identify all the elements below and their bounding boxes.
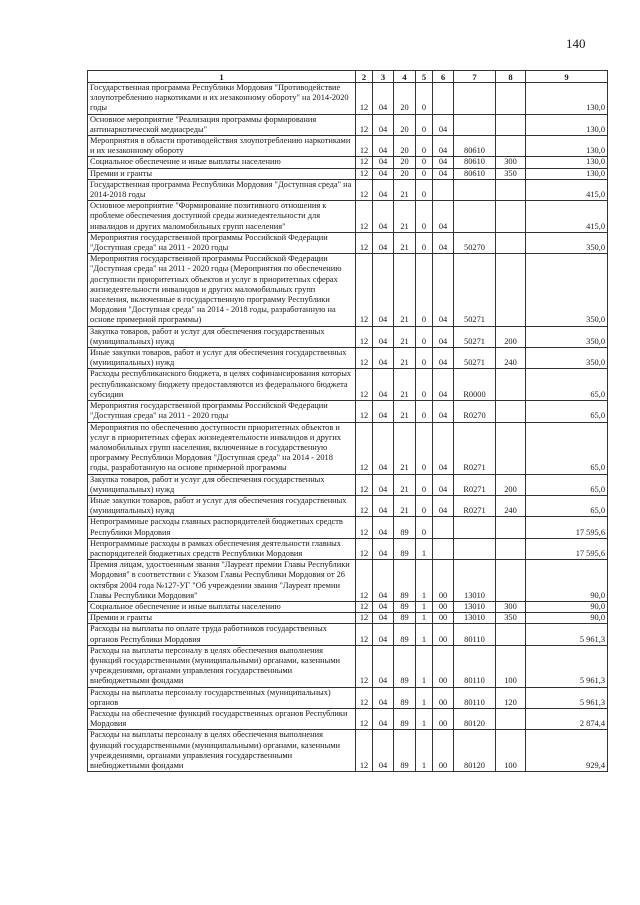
row-code-cell: 04 xyxy=(433,495,454,516)
row-code-cell: 0 xyxy=(416,179,433,200)
row-code-cell: 04 xyxy=(433,401,454,422)
row-code-cell: 04 xyxy=(373,179,394,200)
row-code-cell: 0 xyxy=(416,517,433,538)
row-name-cell: Закупка товаров, работ и услуг для обеспечения государственных (муниципальных) нужд xyxy=(88,474,356,495)
row-code-cell: 00 xyxy=(433,560,454,602)
row-code-cell: 12 xyxy=(356,401,373,422)
table-row xyxy=(88,708,608,729)
table-row xyxy=(88,645,608,687)
row-code-cell: 21 xyxy=(394,232,416,253)
row-code-cell xyxy=(433,538,454,559)
row-name-cell: Расходы на выплаты персоналу в целях обеспечения выполнения функций государственными (муниципальными) органами, казенными учреждениями, органами управления государственными внебюджетными фондами xyxy=(88,645,356,687)
row-code-cell: 50271 xyxy=(454,348,496,369)
row-code-cell: 240 xyxy=(496,495,526,516)
row-code-cell: 1 xyxy=(416,601,433,612)
row-code-cell xyxy=(496,254,526,326)
row-code-cell: 04 xyxy=(373,254,394,326)
row-code-cell: 0 xyxy=(416,326,433,347)
row-sum-cell: 5 961,3 xyxy=(526,624,608,645)
row-code-cell: 12 xyxy=(356,136,373,157)
row-code-cell xyxy=(496,401,526,422)
row-code-cell: 300 xyxy=(496,601,526,612)
row-code-cell: 04 xyxy=(373,369,394,401)
row-code-cell: 80610 xyxy=(454,157,496,168)
table-row xyxy=(88,254,608,326)
row-name-cell: Премии и гранты xyxy=(88,168,356,179)
row-code-cell: 12 xyxy=(356,560,373,602)
row-code-cell: 12 xyxy=(356,369,373,401)
row-sum-cell: 130,0 xyxy=(526,136,608,157)
row-code-cell: 12 xyxy=(356,495,373,516)
row-code-cell xyxy=(496,179,526,200)
row-code-cell: 21 xyxy=(394,179,416,200)
row-code-cell: 89 xyxy=(394,601,416,612)
header-cell: 8 xyxy=(496,71,526,83)
row-code-cell: 21 xyxy=(394,348,416,369)
row-code-cell: 80110 xyxy=(454,624,496,645)
row-sum-cell: 350,0 xyxy=(526,348,608,369)
row-sum-cell: 5 961,3 xyxy=(526,687,608,708)
row-code-cell: 04 xyxy=(373,114,394,135)
row-code-cell: 0 xyxy=(416,495,433,516)
row-code-cell: 04 xyxy=(433,168,454,179)
row-code-cell: 04 xyxy=(373,687,394,708)
row-name-cell: Иные закупки товаров, работ и услуг для обеспечения государственных (муниципальных) нужд xyxy=(88,348,356,369)
row-code-cell: 300 xyxy=(496,157,526,168)
row-code-cell: 04 xyxy=(433,254,454,326)
row-code-cell: 120 xyxy=(496,687,526,708)
row-code-cell: 1 xyxy=(416,645,433,687)
row-code-cell: 00 xyxy=(433,645,454,687)
row-name-cell: Премия лицам, удостоенным звания "Лауреат премии Главы Республики Мордовия" в соответствии с Указом Главы Республики Мордовия от 26 октября 2004 года №127-УГ "Об учреждении звания "Лауреат премии Главы Республики Мордовия" xyxy=(88,560,356,602)
row-name-cell: Мероприятия государственной программы Российской Федерации "Доступная среда" на 2011 - 2020 годы xyxy=(88,401,356,422)
row-code-cell: 04 xyxy=(433,422,454,474)
table-row xyxy=(88,326,608,347)
row-code-cell: 04 xyxy=(433,136,454,157)
row-code-cell: 04 xyxy=(373,601,394,612)
row-code-cell: 12 xyxy=(356,348,373,369)
table-row xyxy=(88,517,608,538)
row-code-cell: 89 xyxy=(394,730,416,772)
row-code-cell: 04 xyxy=(433,114,454,135)
row-code-cell: 00 xyxy=(433,624,454,645)
row-code-cell: 89 xyxy=(394,708,416,729)
table-row xyxy=(88,136,608,157)
row-name-cell: Мероприятия государственной программы Российской Федерации "Доступная среда" на 2011 - 2020 годы xyxy=(88,232,356,253)
table-row xyxy=(88,474,608,495)
table-row xyxy=(88,601,608,612)
table-row xyxy=(88,613,608,624)
row-code-cell: 13010 xyxy=(454,601,496,612)
row-sum-cell: 415,0 xyxy=(526,179,608,200)
row-name-cell: Расходы на выплаты персоналу в целях обеспечения выполнения функций государственными (муниципальными) органами, казенными учреждениями, органами управления государственными внебюджетными фондами xyxy=(88,730,356,772)
row-code-cell xyxy=(496,708,526,729)
row-code-cell: 0 xyxy=(416,369,433,401)
row-code-cell: 20 xyxy=(394,114,416,135)
row-name-cell: Мероприятия по обеспечению доступности приоритетных объектов и услуг в приоритетных сферах жизнедеятельности инвалидов и других маломобильных групп населения, включенные в государственную программу Республики Мордовия "Доступная среда" на 2014 - 2018 годы, разработанную на основе примерной программы xyxy=(88,422,356,474)
row-code-cell: 04 xyxy=(373,232,394,253)
row-code-cell: 12 xyxy=(356,645,373,687)
row-sum-cell: 130,0 xyxy=(526,157,608,168)
row-sum-cell: 2 874,4 xyxy=(526,708,608,729)
row-code-cell xyxy=(454,517,496,538)
table-row xyxy=(88,624,608,645)
row-code-cell: 0 xyxy=(416,348,433,369)
row-sum-cell: 350,0 xyxy=(526,326,608,347)
row-code-cell: 04 xyxy=(373,474,394,495)
row-code-cell xyxy=(433,83,454,115)
row-code-cell: 0 xyxy=(416,474,433,495)
row-code-cell: 89 xyxy=(394,538,416,559)
row-code-cell: 21 xyxy=(394,495,416,516)
row-code-cell xyxy=(433,179,454,200)
row-code-cell: 1 xyxy=(416,613,433,624)
row-code-cell xyxy=(454,83,496,115)
table-row xyxy=(88,114,608,135)
row-code-cell: 13010 xyxy=(454,613,496,624)
row-code-cell xyxy=(496,560,526,602)
row-code-cell: 12 xyxy=(356,83,373,115)
row-code-cell: 04 xyxy=(433,201,454,233)
row-name-cell: Расходы на выплаты персоналу государственных (муниципальных) органов xyxy=(88,687,356,708)
row-code-cell: 12 xyxy=(356,613,373,624)
row-code-cell xyxy=(496,232,526,253)
row-name-cell: Премии и гранты xyxy=(88,613,356,624)
row-code-cell: 0 xyxy=(416,254,433,326)
row-code-cell: 0 xyxy=(416,422,433,474)
row-code-cell: 12 xyxy=(356,157,373,168)
row-code-cell: 12 xyxy=(356,474,373,495)
row-code-cell: 1 xyxy=(416,708,433,729)
row-code-cell: 04 xyxy=(373,401,394,422)
budget-table xyxy=(87,70,608,772)
row-sum-cell: 90,0 xyxy=(526,560,608,602)
row-name-cell: Мероприятия государственной программы Российской Федерации "Доступная среда" на 2011 - 2020 годы (Мероприятия по обеспечению доступности приоритетных объектов и услуг в приоритетных сферах жизнедеятельности инвалидов и других маломобильных групп населения, включенные в государственную программу Республики Мордовия "Доступная среда" на 2014 - 2018 годы, разработанную на основе примерной программы) xyxy=(88,254,356,326)
row-code-cell xyxy=(454,114,496,135)
row-code-cell: R0270 xyxy=(454,401,496,422)
table-row xyxy=(88,687,608,708)
row-code-cell: 89 xyxy=(394,560,416,602)
row-code-cell: 12 xyxy=(356,687,373,708)
header-cell: 1 xyxy=(88,71,356,83)
row-code-cell: 04 xyxy=(433,157,454,168)
table-row xyxy=(88,560,608,602)
row-code-cell: 04 xyxy=(373,730,394,772)
row-code-cell: R0000 xyxy=(454,369,496,401)
row-sum-cell: 350,0 xyxy=(526,232,608,253)
row-code-cell: 20 xyxy=(394,83,416,115)
row-code-cell: 04 xyxy=(373,613,394,624)
row-sum-cell: 65,0 xyxy=(526,474,608,495)
row-code-cell: 0 xyxy=(416,201,433,233)
row-code-cell xyxy=(496,114,526,135)
row-code-cell: 20 xyxy=(394,168,416,179)
row-code-cell: 1 xyxy=(416,687,433,708)
row-name-cell: Иные закупки товаров, работ и услуг для обеспечения государственных (муниципальных) нужд xyxy=(88,495,356,516)
row-code-cell: 00 xyxy=(433,687,454,708)
row-code-cell: 80110 xyxy=(454,687,496,708)
row-code-cell: 0 xyxy=(416,114,433,135)
row-sum-cell: 130,0 xyxy=(526,83,608,115)
row-name-cell: Расходы республиканского бюджета, в целях софинансирования которых республиканскому бюджету предоставляются из федерального бюджета субсидии xyxy=(88,369,356,401)
header-cell: 2 xyxy=(356,71,373,83)
row-sum-cell: 65,0 xyxy=(526,401,608,422)
row-code-cell: 12 xyxy=(356,232,373,253)
row-code-cell xyxy=(496,201,526,233)
row-code-cell: 04 xyxy=(433,232,454,253)
row-name-cell: Непрограммные расходы в рамках обеспечения деятельности главных распорядителей бюджетных средств Республики Мордовия xyxy=(88,538,356,559)
row-code-cell: 80120 xyxy=(454,708,496,729)
row-code-cell: 04 xyxy=(433,369,454,401)
row-sum-cell: 929,4 xyxy=(526,730,608,772)
row-code-cell: 350 xyxy=(496,168,526,179)
row-sum-cell: 415,0 xyxy=(526,201,608,233)
row-code-cell: 12 xyxy=(356,708,373,729)
row-sum-cell: 65,0 xyxy=(526,495,608,516)
row-code-cell: 04 xyxy=(373,538,394,559)
row-code-cell: 04 xyxy=(373,624,394,645)
table-row xyxy=(88,348,608,369)
table-row xyxy=(88,168,608,179)
row-name-cell: Социальное обеспечение и иные выплаты населению xyxy=(88,157,356,168)
table-row xyxy=(88,157,608,168)
row-code-cell: 00 xyxy=(433,708,454,729)
row-code-cell: 00 xyxy=(433,613,454,624)
row-name-cell: Основное мероприятие "Реализация программы формирования антинаркотической медиасреды" xyxy=(88,114,356,135)
table-row xyxy=(88,401,608,422)
row-code-cell: R0271 xyxy=(454,495,496,516)
row-code-cell: 80110 xyxy=(454,645,496,687)
table-row xyxy=(88,495,608,516)
row-code-cell xyxy=(454,179,496,200)
row-code-cell xyxy=(496,538,526,559)
row-code-cell: 04 xyxy=(373,517,394,538)
row-code-cell: 13010 xyxy=(454,560,496,602)
table-row xyxy=(88,369,608,401)
row-code-cell: 100 xyxy=(496,730,526,772)
row-code-cell: 21 xyxy=(394,474,416,495)
header-cell: 9 xyxy=(526,71,608,83)
row-sum-cell: 130,0 xyxy=(526,114,608,135)
row-code-cell: 04 xyxy=(373,495,394,516)
row-code-cell: 240 xyxy=(496,348,526,369)
row-sum-cell: 130,0 xyxy=(526,168,608,179)
row-code-cell xyxy=(454,538,496,559)
header-cell: 5 xyxy=(416,71,433,83)
row-name-cell: Мероприятия в области противодействия злоупотреблению наркотиками и их незаконному обороту xyxy=(88,136,356,157)
row-name-cell: Расходы на обеспечение функций государственных органов Республики Мордовия xyxy=(88,708,356,729)
row-code-cell: 50271 xyxy=(454,326,496,347)
row-sum-cell: 350,0 xyxy=(526,254,608,326)
row-code-cell: 12 xyxy=(356,326,373,347)
row-name-cell: Государственная программа Республики Мордовия "Доступная среда" на 2014-2018 годы xyxy=(88,179,356,200)
row-code-cell: 20 xyxy=(394,136,416,157)
row-code-cell: 50271 xyxy=(454,254,496,326)
row-code-cell: 00 xyxy=(433,730,454,772)
row-code-cell: 350 xyxy=(496,613,526,624)
row-sum-cell: 65,0 xyxy=(526,369,608,401)
row-code-cell: 200 xyxy=(496,474,526,495)
row-name-cell: Расходы на выплаты по оплате труда работников государственных органов Республики Мордовия xyxy=(88,624,356,645)
row-code-cell: 04 xyxy=(373,326,394,347)
row-code-cell: 20 xyxy=(394,157,416,168)
row-code-cell: 04 xyxy=(433,348,454,369)
row-code-cell: 04 xyxy=(373,157,394,168)
row-code-cell: 200 xyxy=(496,326,526,347)
row-code-cell: 21 xyxy=(394,201,416,233)
row-sum-cell: 5 961,3 xyxy=(526,645,608,687)
row-code-cell: 50270 xyxy=(454,232,496,253)
row-name-cell: Основное мероприятие "Формирование позитивного отношения к проблеме обеспечения доступной среды жизнедеятельности для инвалидов и других маломобильных групп населения" xyxy=(88,201,356,233)
row-code-cell: 100 xyxy=(496,645,526,687)
row-code-cell: 1 xyxy=(416,538,433,559)
row-code-cell: 12 xyxy=(356,624,373,645)
row-code-cell xyxy=(496,624,526,645)
row-code-cell: 12 xyxy=(356,422,373,474)
row-code-cell: 89 xyxy=(394,687,416,708)
row-code-cell: R0271 xyxy=(454,422,496,474)
row-code-cell: 04 xyxy=(373,348,394,369)
row-code-cell xyxy=(496,83,526,115)
row-code-cell: 80610 xyxy=(454,136,496,157)
row-code-cell: 1 xyxy=(416,560,433,602)
row-code-cell: 04 xyxy=(373,560,394,602)
row-code-cell: 12 xyxy=(356,601,373,612)
row-code-cell: 0 xyxy=(416,136,433,157)
row-code-cell: 21 xyxy=(394,422,416,474)
row-code-cell: 0 xyxy=(416,157,433,168)
row-code-cell: 04 xyxy=(373,136,394,157)
row-code-cell: 04 xyxy=(373,645,394,687)
row-code-cell: 1 xyxy=(416,730,433,772)
row-code-cell xyxy=(496,422,526,474)
table-row xyxy=(88,179,608,200)
row-code-cell: 12 xyxy=(356,114,373,135)
row-code-cell: 04 xyxy=(433,326,454,347)
header-cell: 4 xyxy=(394,71,416,83)
row-code-cell: 12 xyxy=(356,538,373,559)
header-cell: 6 xyxy=(433,71,454,83)
row-code-cell: 21 xyxy=(394,369,416,401)
header-cell: 7 xyxy=(454,71,496,83)
row-code-cell xyxy=(496,517,526,538)
row-code-cell: 80120 xyxy=(454,730,496,772)
row-code-cell xyxy=(496,136,526,157)
row-code-cell: 04 xyxy=(373,708,394,729)
row-name-cell: Непрограммные расходы главных распорядителей бюджетных средств Республики Мордовия xyxy=(88,517,356,538)
row-sum-cell: 65,0 xyxy=(526,422,608,474)
table-body xyxy=(88,83,608,772)
row-code-cell: 0 xyxy=(416,168,433,179)
row-code-cell: 0 xyxy=(416,83,433,115)
row-code-cell: 04 xyxy=(373,83,394,115)
row-code-cell: 80610 xyxy=(454,168,496,179)
row-code-cell: 21 xyxy=(394,326,416,347)
table-row xyxy=(88,422,608,474)
row-code-cell: 0 xyxy=(416,401,433,422)
row-sum-cell: 17 595,6 xyxy=(526,517,608,538)
row-code-cell: 89 xyxy=(394,645,416,687)
row-code-cell: 89 xyxy=(394,613,416,624)
row-code-cell: 1 xyxy=(416,624,433,645)
header-cell: 3 xyxy=(373,71,394,83)
row-name-cell: Закупка товаров, работ и услуг для обеспечения государственных (муниципальных) нужд xyxy=(88,326,356,347)
row-code-cell xyxy=(496,369,526,401)
row-name-cell: Социальное обеспечение и иные выплаты населению xyxy=(88,601,356,612)
row-code-cell: 89 xyxy=(394,624,416,645)
row-sum-cell: 90,0 xyxy=(526,601,608,612)
row-code-cell: 00 xyxy=(433,601,454,612)
row-name-cell: Государственная программа Республики Мордовия "Противодействие злоупотреблению наркотиками и их незаконному обороту" на 2014-2020 годы xyxy=(88,83,356,115)
table-row xyxy=(88,232,608,253)
row-code-cell: 12 xyxy=(356,201,373,233)
row-code-cell xyxy=(454,201,496,233)
page-number: 140 xyxy=(566,36,586,51)
row-code-cell: 0 xyxy=(416,232,433,253)
row-code-cell: 12 xyxy=(356,168,373,179)
row-code-cell: 04 xyxy=(433,474,454,495)
row-code-cell: 12 xyxy=(356,517,373,538)
row-code-cell: 21 xyxy=(394,401,416,422)
table-row xyxy=(88,83,608,115)
row-sum-cell: 17 595,6 xyxy=(526,538,608,559)
table-row xyxy=(88,201,608,233)
table-row xyxy=(88,730,608,772)
row-code-cell: 21 xyxy=(394,254,416,326)
row-code-cell: 04 xyxy=(373,168,394,179)
row-sum-cell: 90,0 xyxy=(526,613,608,624)
row-code-cell: 12 xyxy=(356,254,373,326)
row-code-cell: 04 xyxy=(373,422,394,474)
row-code-cell: 12 xyxy=(356,179,373,200)
row-code-cell: 12 xyxy=(356,730,373,772)
row-code-cell: 89 xyxy=(394,517,416,538)
table-row xyxy=(88,538,608,559)
row-code-cell xyxy=(433,517,454,538)
row-code-cell: R0271 xyxy=(454,474,496,495)
row-code-cell: 04 xyxy=(373,201,394,233)
table-header-row xyxy=(88,71,608,83)
